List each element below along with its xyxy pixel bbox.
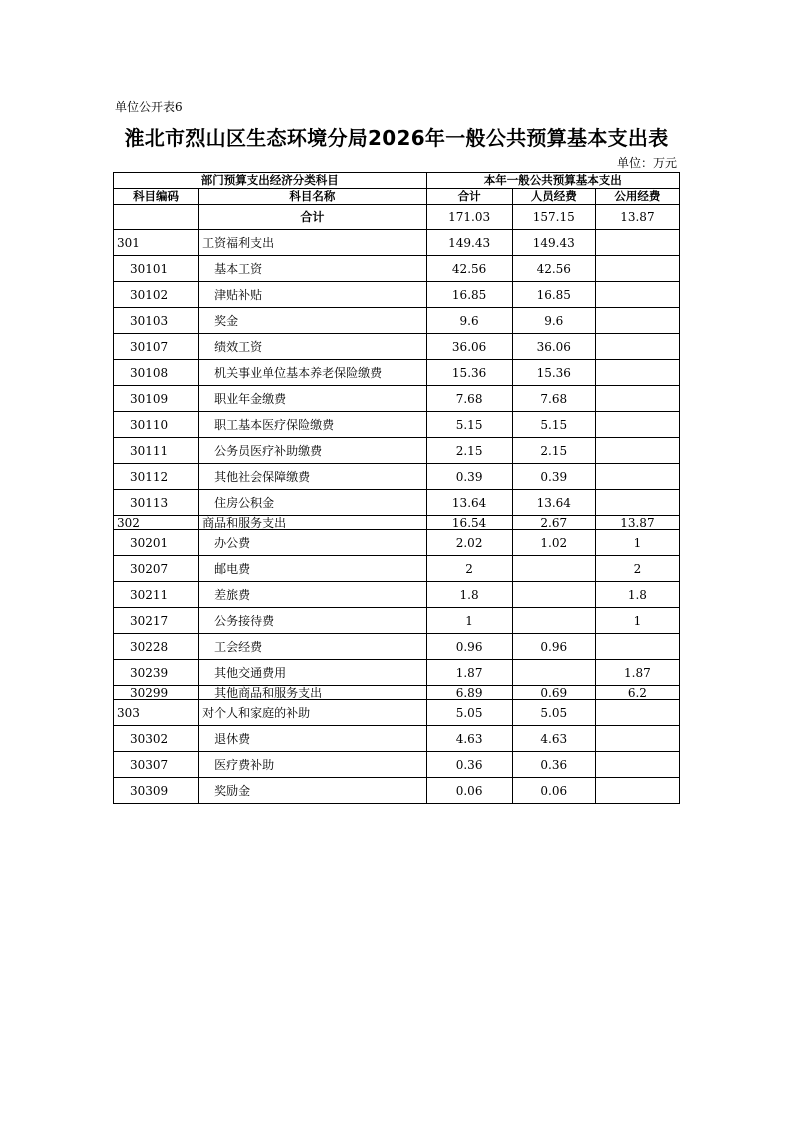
row-total: 42.56 xyxy=(426,256,512,282)
row-personnel: 0.36 xyxy=(512,752,595,778)
table-row xyxy=(114,752,680,778)
unit-label: 单位：万元 xyxy=(616,156,677,170)
row-personnel: 2.15 xyxy=(512,438,595,464)
row-personnel xyxy=(512,582,595,608)
row-public xyxy=(595,230,679,256)
table-row xyxy=(114,438,680,464)
row-name: 其他交通费用 xyxy=(199,660,426,686)
row-name: 公务接待费 xyxy=(199,608,426,634)
row-name: 邮电费 xyxy=(199,556,426,582)
row-code: 301 xyxy=(114,230,199,256)
row-public: 1.8 xyxy=(595,582,679,608)
row-name: 医疗费补助 xyxy=(199,752,426,778)
row-total: 6.89 xyxy=(426,686,512,700)
row-public xyxy=(595,360,679,386)
row-code: 30108 xyxy=(114,360,199,386)
table-header xyxy=(114,173,680,205)
table-row xyxy=(114,386,680,412)
row-public xyxy=(595,334,679,360)
row-personnel: 2.67 xyxy=(512,516,595,530)
row-total: 16.54 xyxy=(426,516,512,530)
row-public xyxy=(595,752,679,778)
row-public xyxy=(595,308,679,334)
row-code: 30239 xyxy=(114,660,199,686)
row-total: 15.36 xyxy=(426,360,512,386)
total-label: 合计 xyxy=(199,205,426,230)
table-row xyxy=(114,464,680,490)
row-public xyxy=(595,386,679,412)
header-group-classification: 部门预算支出经济分类科目 xyxy=(114,173,427,189)
row-total: 5.05 xyxy=(426,700,512,726)
header-subject-code: 科目编码 xyxy=(114,189,199,205)
row-name: 其他社会保障缴费 xyxy=(199,464,426,490)
row-personnel: 5.05 xyxy=(512,700,595,726)
header-total: 合计 xyxy=(426,189,512,205)
table-row xyxy=(114,686,680,700)
row-name: 其他商品和服务支出 xyxy=(199,686,426,700)
row-public: 2 xyxy=(595,556,679,582)
row-code: 30309 xyxy=(114,778,199,804)
row-public: 6.2 xyxy=(595,686,679,700)
row-personnel: 0.96 xyxy=(512,634,595,660)
row-code: 30101 xyxy=(114,256,199,282)
row-code: 30228 xyxy=(114,634,199,660)
row-name: 职业年金缴费 xyxy=(199,386,426,412)
row-public: 1 xyxy=(595,530,679,556)
row-total: 0.39 xyxy=(426,464,512,490)
table-row xyxy=(114,700,680,726)
total-row xyxy=(114,205,680,230)
header-group-expenditure: 本年一般公共预算基本支出 xyxy=(426,173,679,189)
table-row xyxy=(114,490,680,516)
table-row xyxy=(114,556,680,582)
row-personnel xyxy=(512,556,595,582)
row-personnel xyxy=(512,608,595,634)
row-personnel: 42.56 xyxy=(512,256,595,282)
row-personnel: 16.85 xyxy=(512,282,595,308)
table-row xyxy=(114,230,680,256)
row-name: 住房公积金 xyxy=(199,490,426,516)
table-row xyxy=(114,412,680,438)
row-code: 303 xyxy=(114,700,199,726)
row-code: 30107 xyxy=(114,334,199,360)
row-public: 1.87 xyxy=(595,660,679,686)
row-name: 对个人和家庭的补助 xyxy=(199,700,426,726)
row-total: 0.96 xyxy=(426,634,512,660)
row-public: 1 xyxy=(595,608,679,634)
row-name: 工资福利支出 xyxy=(199,230,426,256)
row-personnel: 9.6 xyxy=(512,308,595,334)
total-total: 171.03 xyxy=(426,205,512,230)
table-body xyxy=(114,205,680,804)
table-row xyxy=(114,634,680,660)
table-row xyxy=(114,608,680,634)
row-code: 30217 xyxy=(114,608,199,634)
row-total: 2 xyxy=(426,556,512,582)
row-code: 302 xyxy=(114,516,199,530)
row-personnel: 1.02 xyxy=(512,530,595,556)
total-public: 13.87 xyxy=(595,205,679,230)
row-personnel: 15.36 xyxy=(512,360,595,386)
row-personnel: 0.39 xyxy=(512,464,595,490)
row-personnel: 4.63 xyxy=(512,726,595,752)
row-total: 7.68 xyxy=(426,386,512,412)
row-code: 30307 xyxy=(114,752,199,778)
budget-table xyxy=(113,172,680,804)
row-public xyxy=(595,726,679,752)
row-total: 2.02 xyxy=(426,530,512,556)
row-code: 30112 xyxy=(114,464,199,490)
row-personnel: 13.64 xyxy=(512,490,595,516)
row-code: 30103 xyxy=(114,308,199,334)
table-row xyxy=(114,516,680,530)
row-personnel: 149.43 xyxy=(512,230,595,256)
row-name: 办公费 xyxy=(199,530,426,556)
row-personnel xyxy=(512,660,595,686)
row-code: 30201 xyxy=(114,530,199,556)
row-total: 4.63 xyxy=(426,726,512,752)
row-name: 基本工资 xyxy=(199,256,426,282)
row-total: 5.15 xyxy=(426,412,512,438)
row-code: 30302 xyxy=(114,726,199,752)
row-public xyxy=(595,778,679,804)
row-total: 0.36 xyxy=(426,752,512,778)
row-public xyxy=(595,634,679,660)
row-personnel: 7.68 xyxy=(512,386,595,412)
row-name: 差旅费 xyxy=(199,582,426,608)
row-name: 奖励金 xyxy=(199,778,426,804)
row-public xyxy=(595,464,679,490)
row-total: 13.64 xyxy=(426,490,512,516)
row-public xyxy=(595,490,679,516)
row-code: 30299 xyxy=(114,686,199,700)
page-title: 淮北市烈山区生态环境分局2026年一般公共预算基本支出表 xyxy=(124,126,669,150)
row-personnel: 36.06 xyxy=(512,334,595,360)
table-row xyxy=(114,660,680,686)
row-name: 津贴补贴 xyxy=(199,282,426,308)
row-total: 9.6 xyxy=(426,308,512,334)
row-public: 13.87 xyxy=(595,516,679,530)
row-code: 30113 xyxy=(114,490,199,516)
row-public xyxy=(595,282,679,308)
row-name: 职工基本医疗保险缴费 xyxy=(199,412,426,438)
row-personnel: 0.69 xyxy=(512,686,595,700)
header-subject-name: 科目名称 xyxy=(199,189,426,205)
table-row xyxy=(114,582,680,608)
row-code: 30110 xyxy=(114,412,199,438)
row-total: 36.06 xyxy=(426,334,512,360)
row-public xyxy=(595,438,679,464)
row-code: 30109 xyxy=(114,386,199,412)
total-code-cell xyxy=(114,205,199,230)
header-personnel-expense: 人员经费 xyxy=(512,189,595,205)
header-public-expense: 公用经费 xyxy=(595,189,679,205)
row-public xyxy=(595,412,679,438)
row-code: 30102 xyxy=(114,282,199,308)
row-name: 奖金 xyxy=(199,308,426,334)
row-public xyxy=(595,256,679,282)
row-total: 1 xyxy=(426,608,512,634)
table-row xyxy=(114,726,680,752)
row-total: 0.06 xyxy=(426,778,512,804)
row-personnel: 5.15 xyxy=(512,412,595,438)
row-total: 2.15 xyxy=(426,438,512,464)
row-code: 30211 xyxy=(114,582,199,608)
row-total: 16.85 xyxy=(426,282,512,308)
table-row xyxy=(114,308,680,334)
table-row xyxy=(114,282,680,308)
row-code: 30207 xyxy=(114,556,199,582)
row-name: 商品和服务支出 xyxy=(199,516,426,530)
table-label: 单位公开表6 xyxy=(115,100,183,114)
row-name: 机关事业单位基本养老保险缴费 xyxy=(199,360,426,386)
total-personnel: 157.15 xyxy=(512,205,595,230)
table-row xyxy=(114,256,680,282)
row-total: 149.43 xyxy=(426,230,512,256)
row-total: 1.87 xyxy=(426,660,512,686)
row-public xyxy=(595,700,679,726)
row-total: 1.8 xyxy=(426,582,512,608)
table-row xyxy=(114,778,680,804)
row-code: 30111 xyxy=(114,438,199,464)
table-row xyxy=(114,530,680,556)
table-row xyxy=(114,360,680,386)
row-name: 退休费 xyxy=(199,726,426,752)
table-row xyxy=(114,334,680,360)
row-name: 工会经费 xyxy=(199,634,426,660)
row-name: 绩效工资 xyxy=(199,334,426,360)
row-name: 公务员医疗补助缴费 xyxy=(199,438,426,464)
row-personnel: 0.06 xyxy=(512,778,595,804)
